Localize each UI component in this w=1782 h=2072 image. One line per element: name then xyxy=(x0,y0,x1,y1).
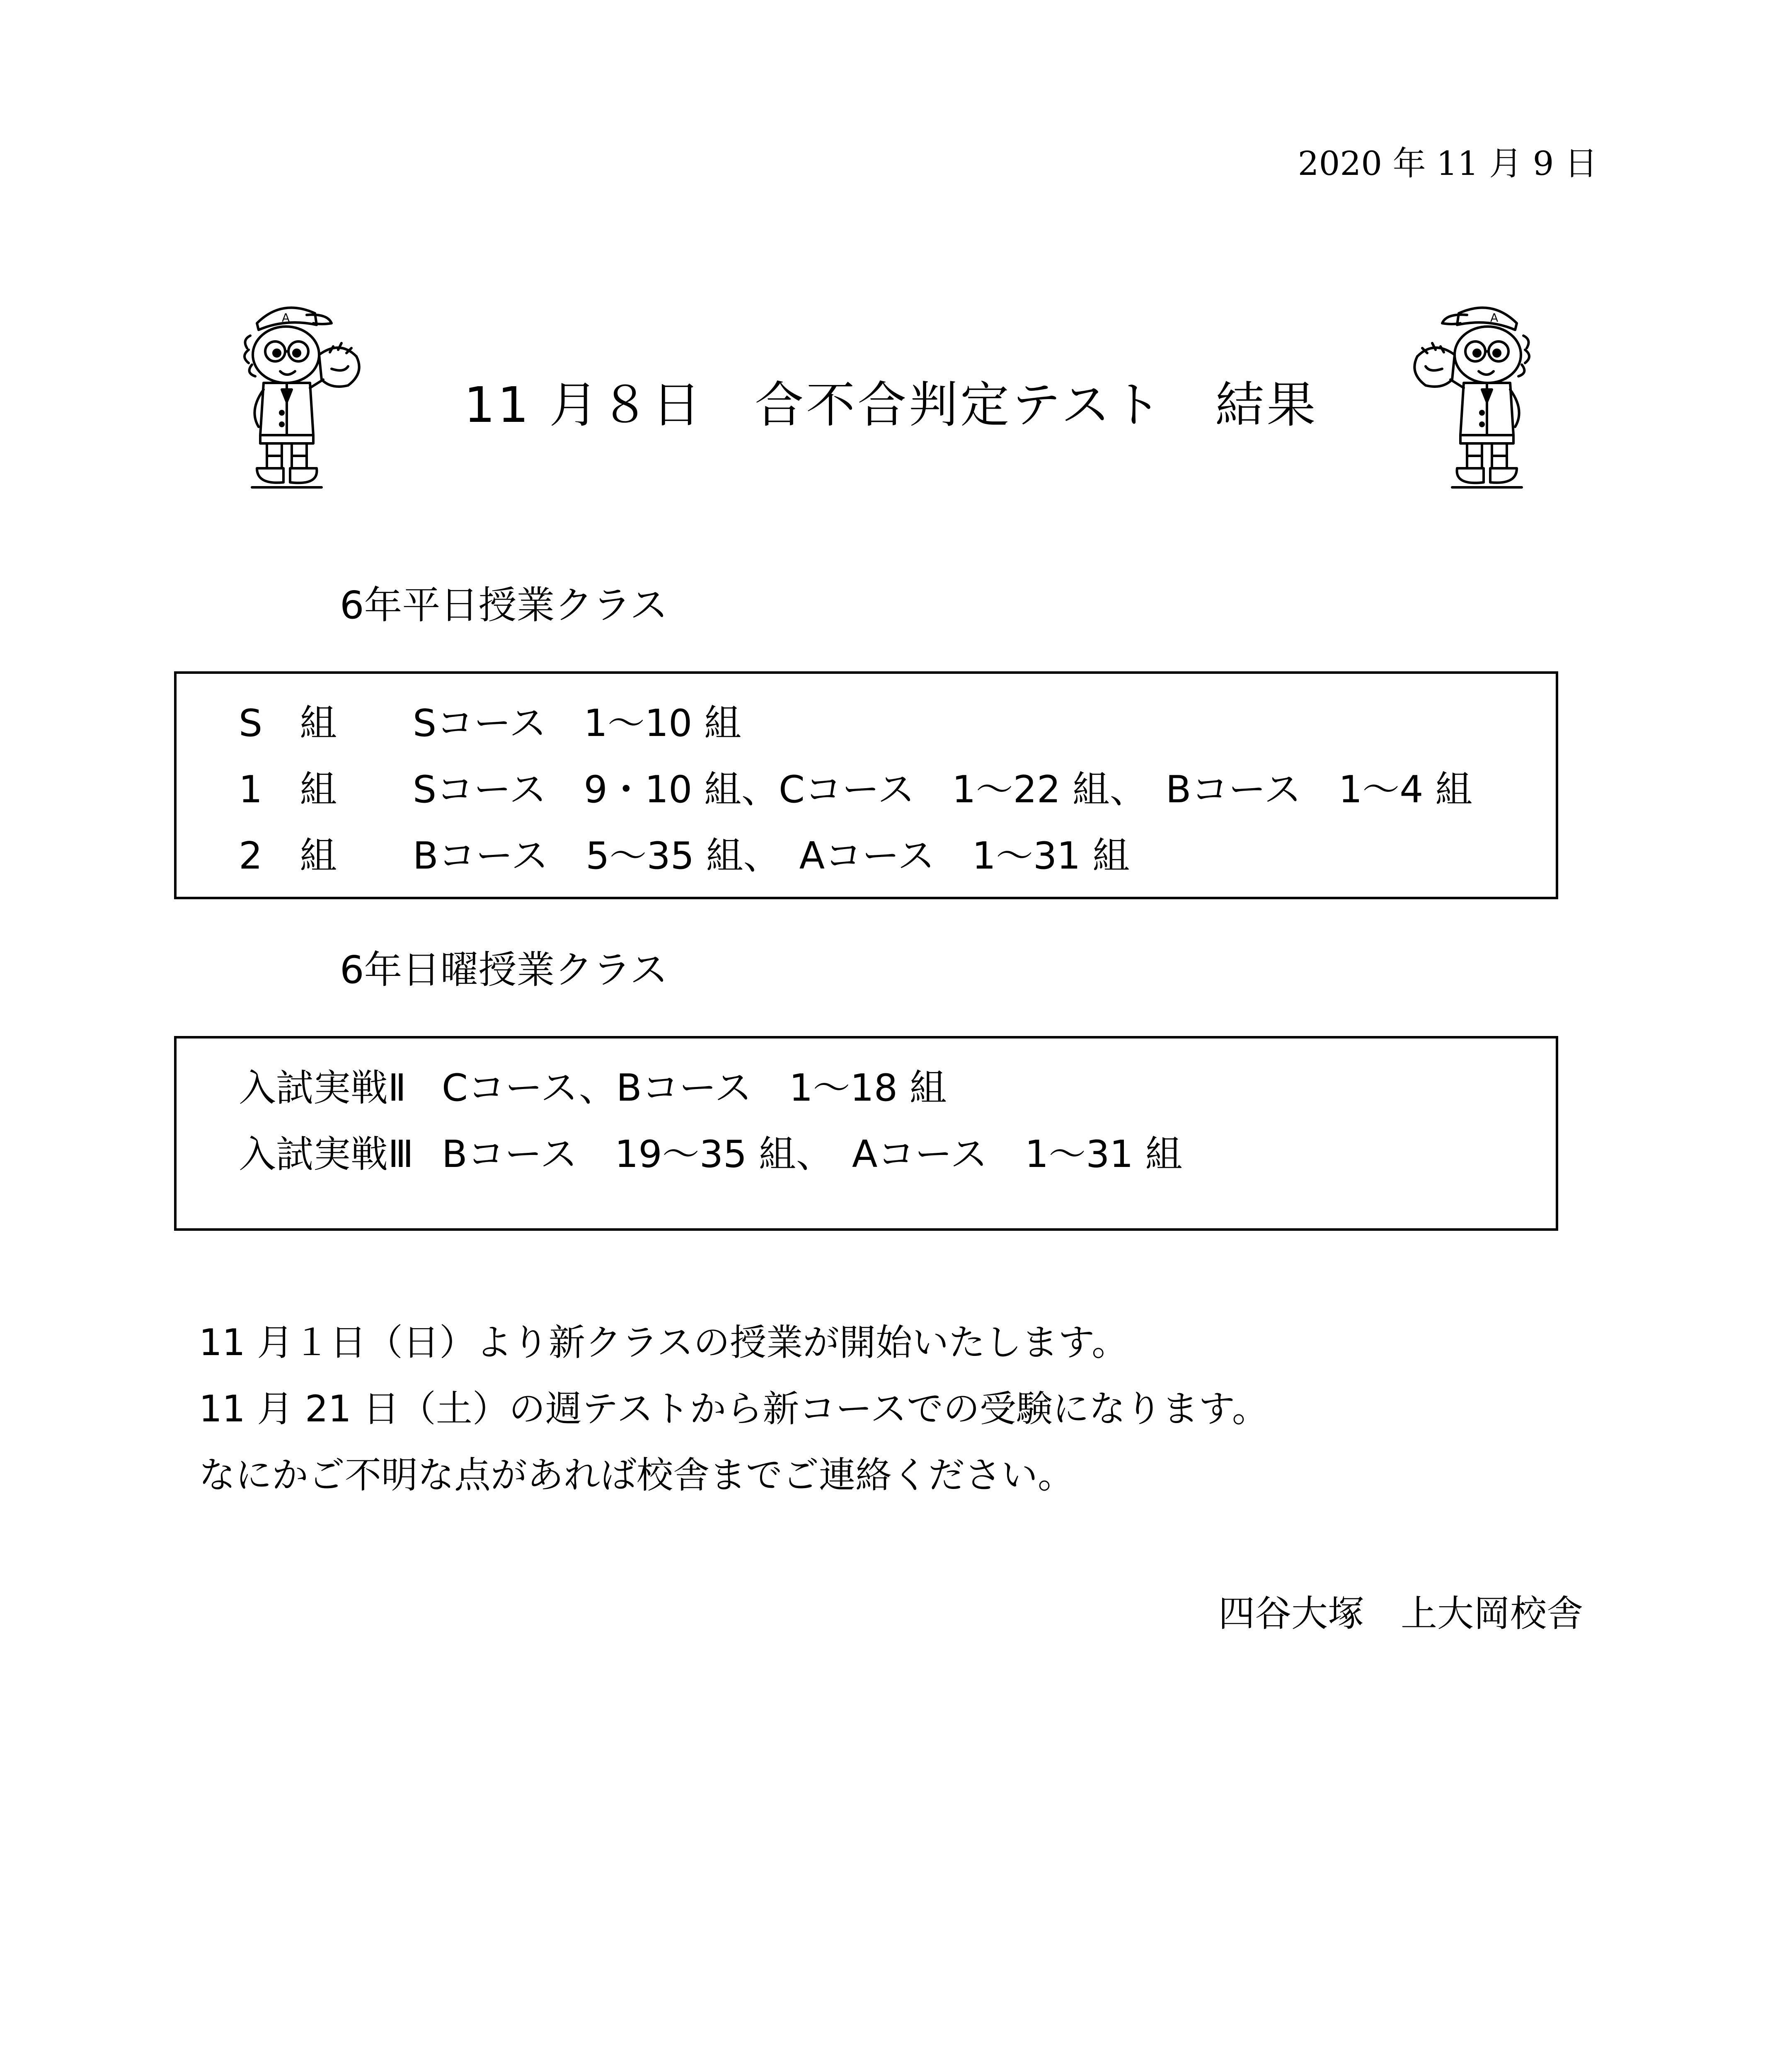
class-row xyxy=(239,834,1130,878)
school-signature: 四谷大塚 上大岡校舎 xyxy=(1218,1592,1583,1635)
class-label: 入試実戦Ⅱ xyxy=(239,1066,407,1110)
note-line: なにかご不明な点があれば校舎までご連絡ください。 xyxy=(199,1454,1075,1496)
class-label: S 組 xyxy=(239,702,337,745)
class-row xyxy=(239,1066,947,1110)
class-courses: Cコース、Bコース 1～18 組 xyxy=(442,1066,947,1110)
class-label: 入試実戦Ⅲ xyxy=(239,1133,414,1176)
document-date: 2020 年 11 月 9 日 xyxy=(1298,144,1598,183)
class-courses: Bコース 5～35 組、 Aコース 1～31 組 xyxy=(413,834,1130,878)
class-row xyxy=(239,768,1473,811)
sunday-class-box xyxy=(174,1036,1558,1231)
svg-text:A: A xyxy=(1490,311,1499,324)
class-row xyxy=(239,1133,1183,1176)
notes-paragraph xyxy=(199,1310,1269,1508)
class-label: 1 組 xyxy=(239,768,337,811)
class-row xyxy=(239,702,742,745)
note-line: 11 月 21 日（土）の週テストから新コースでの受験になります。 xyxy=(199,1387,1269,1430)
sunday-class-heading: 6年日曜授業クラス xyxy=(340,948,668,992)
class-label: 2 組 xyxy=(239,834,337,878)
class-courses: Sコース 1～10 組 xyxy=(413,702,742,745)
svg-text:A: A xyxy=(282,311,290,324)
weekday-class-heading: 6年平日授業クラス xyxy=(340,583,668,627)
weekday-class-box xyxy=(174,671,1558,899)
document-title: 11 月８日 合不合判定テスト 結果 xyxy=(464,376,1318,433)
note-line: 11 月１日（日）より新クラスの授業が開始いたします。 xyxy=(199,1321,1128,1364)
class-courses: Bコース 19～35 組、 Aコース 1～31 組 xyxy=(442,1133,1183,1176)
class-courses: Sコース 9・10 組、Cコース 1～22 組、 Bコース 1～4 組 xyxy=(413,768,1473,811)
